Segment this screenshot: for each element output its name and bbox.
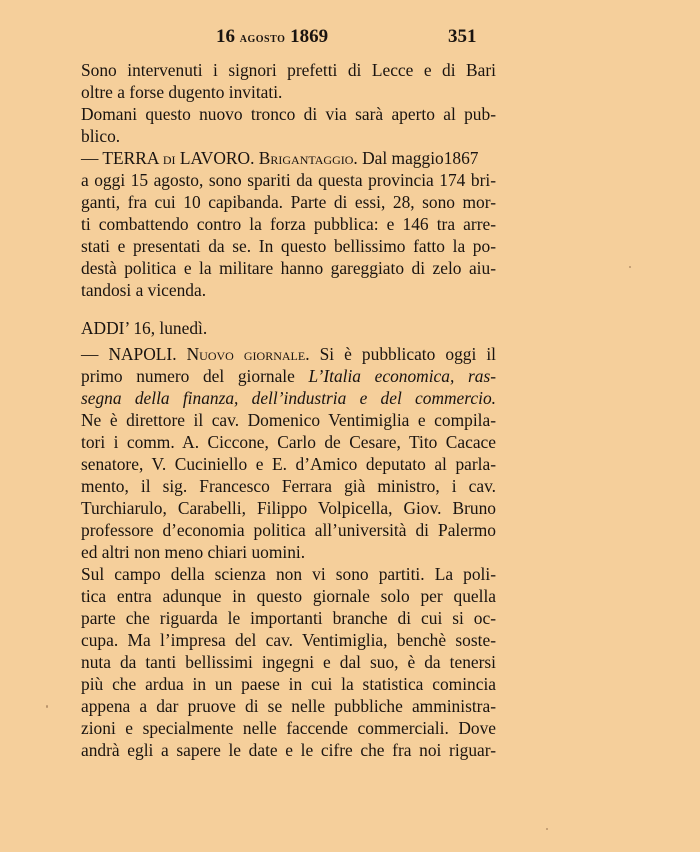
text-line: professore d’economia politica all’università di Palermo xyxy=(81,520,496,540)
paper-speck xyxy=(629,266,631,268)
text-line: ti combattendo contro la forza pubblica: e 146 tra arre- xyxy=(81,214,496,234)
text-line: mento, il sig. Francesco Ferrara già ministro, i cav. xyxy=(81,476,496,496)
text-line: tica entra adunque in questo giornale solo per quella xyxy=(81,586,496,606)
text-line: tori i comm. A. Ciccone, Carlo de Cesare, Tito Cacace xyxy=(81,432,496,452)
text-line: Turchiarulo, Carabelli, Filippo Volpicella, Giov. Bruno xyxy=(81,498,496,518)
text-line: andrà egli a sapere le date e le cifre che fra noi riguar- xyxy=(81,740,496,760)
text-line: oltre a forse dugento invitati. xyxy=(81,82,283,102)
paper-speck xyxy=(46,705,48,708)
header-month: agosto xyxy=(239,31,286,46)
journal-subtitle: segna della finanza, dell’industria e del commercio. xyxy=(81,388,496,408)
text-line: Domani questo nuovo tronco di via sarà aperto al pub- xyxy=(81,104,496,124)
running-header xyxy=(0,26,700,50)
text-line: blico. xyxy=(81,126,121,146)
text-line: cupa. Ma l’impresa del cav. Ventimiglia, benchè soste- xyxy=(81,630,496,650)
rubric-brigantaggio: Brigantaggio. xyxy=(258,148,358,168)
paragraph-heading-line: — NAPOLI. Nuovo giornale. Si è pubblicato oggi il xyxy=(81,344,497,364)
header-date: 16 agosto 1869 xyxy=(216,26,329,47)
text-line: primo numero del giornale L’Italia economica, ras- xyxy=(81,366,496,386)
text-line: zioni e specialmente nelle faccende commerciali. Dove xyxy=(81,718,496,738)
text-line: parte che riguarda le importanti branche di cui si oc- xyxy=(81,608,496,628)
paragraph-heading-line: — TERRA di LAVORO. Brigantaggio. Dal maggio1867 xyxy=(81,148,479,168)
journal-title: L’Italia economica, ras- xyxy=(308,366,496,386)
date-heading: ADDI’ 16, lunedì. xyxy=(81,318,208,338)
text-line: ed altri non meno chiari uomini. xyxy=(81,542,306,562)
text-line: Ne è direttore il cav. Domenico Ventimiglia e compila- xyxy=(81,410,496,430)
text-line: ganti, fra cui 10 capibanda. Parte di essi, 28, sono mor- xyxy=(81,192,496,212)
paper-speck xyxy=(546,828,548,830)
text-line: nuta da tanti bellissimi ingegni e dal suo, è da tenersi xyxy=(81,652,496,672)
text-line: a oggi 15 agosto, sono spariti da questa provincia 174 bri- xyxy=(81,170,496,190)
text-line: Sul campo della scienza non vi sono partiti. La poli- xyxy=(81,564,496,584)
text-line: appena a dar pruove di se nelle pubbliche amministra- xyxy=(81,696,496,716)
text-line: stati e presentati da se. In questo bellissimo fatto la po- xyxy=(81,236,496,256)
text-line: Sono intervenuti i signori prefetti di Lecce e di Bari xyxy=(81,60,496,80)
page-number: 351 xyxy=(448,26,477,47)
text-line: destà politica e la militare hanno gareggiato di zelo aiu- xyxy=(81,258,496,278)
text-line: più che ardua in un paese in cui la statistica comincia xyxy=(81,674,496,694)
text-line: tandosi a vicenda. xyxy=(81,280,207,300)
text-line: senatore, V. Cuciniello e E. d’Amico deputato al parla- xyxy=(81,454,496,474)
rubric-nuovo-giornale: Nuovo giornale. xyxy=(186,344,310,364)
